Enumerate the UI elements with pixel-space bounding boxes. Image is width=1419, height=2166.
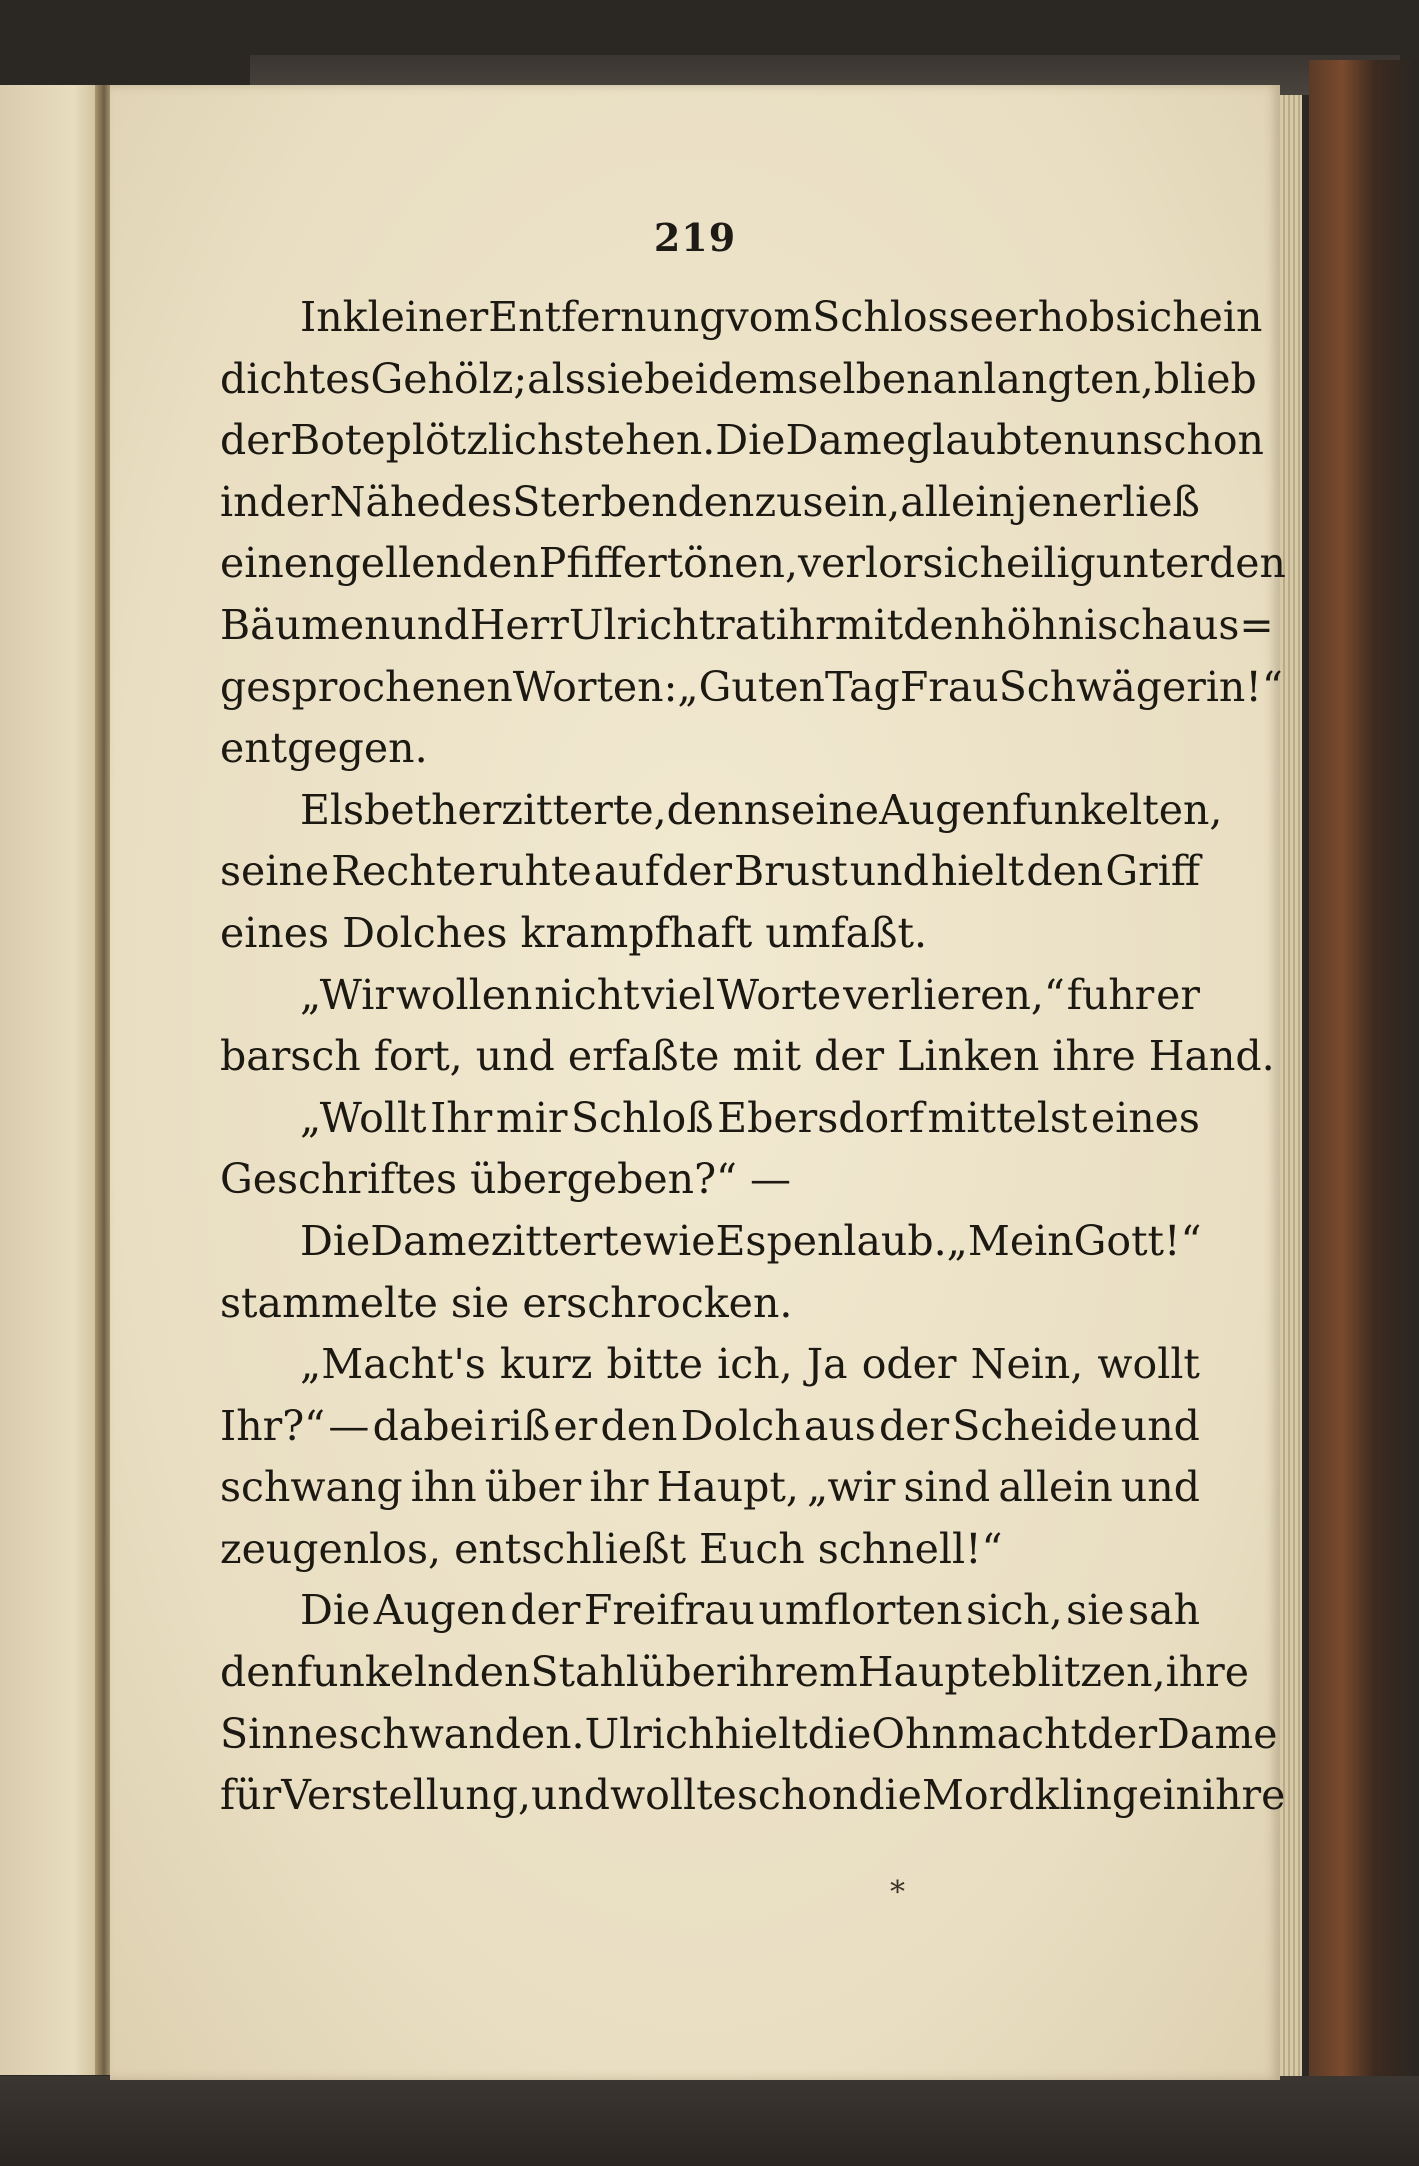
text-line: der Bote plötzlich stehen. Die Dame glaubte nun schon	[220, 416, 1264, 465]
book-page	[110, 85, 1286, 2080]
text-line: In kleiner Entfernung vom Schlosse erhob sich ein	[300, 293, 1263, 341]
text-line: Sinne schwanden. Ulrich hielt die Ohnmacht der Dame	[220, 1709, 1278, 1758]
page-text	[220, 287, 1286, 1827]
text-line: zeugenlos, entschließt Euch schnell!“	[220, 1524, 1003, 1573]
page-number: 219	[653, 215, 737, 260]
text-line: schwang ihn über ihr Haupt, „wir sind allein und	[220, 1463, 1200, 1512]
text-line: „Macht's kurz bitte ich, Ja oder Nein, wollt	[300, 1340, 1200, 1389]
text-line: in der Nähe des Sterbenden zu sein, allein jener ließ	[220, 477, 1200, 526]
text-line: barsch fort, und erfaßte mit der Linken ihre Hand.	[220, 1032, 1275, 1081]
text-line: Geschriftes übergeben?“ —	[220, 1155, 792, 1204]
text-line: „Wollt Ihr mir Schloß Ebersdorf mittelst eines	[300, 1093, 1200, 1142]
text-line: für Verstellung, und wollte schon die Mordklinge in ihre	[220, 1771, 1286, 1820]
text-line: eines Dolches krampfhaft umfaßt.	[220, 908, 928, 957]
text-line: Bäumen und Herr Ulrich trat ihr mit den höhnisch aus=	[220, 600, 1274, 649]
text-line: „Wir wollen nicht viel Worte verlieren,“ fuhr er	[300, 970, 1200, 1019]
text-line: einen gellenden Pfiff ertönen, verlor sich eilig unter den	[220, 539, 1286, 588]
text-line: seine Rechte ruhte auf der Brust und hielt den Griff	[220, 847, 1200, 896]
text-line: stammelte sie erschrocken.	[220, 1278, 793, 1327]
text-line: entgegen.	[220, 724, 428, 773]
text-line: Die Augen der Freifrau umflorten sich, sie sah	[300, 1586, 1200, 1635]
text-line: gesprochenen Worten: „Guten Tag Frau Schwägerin!“	[220, 662, 1283, 711]
cover-bottom-edge	[0, 2076, 1419, 2166]
text-line: den funkelnden Stahl über ihrem Haupte blitzen, ihre	[220, 1648, 1250, 1697]
text-line: Elsbeth erzitterte, denn seine Augen funkelten,	[300, 785, 1223, 834]
left-page-edge	[0, 85, 105, 2075]
cover-right-edge	[1309, 60, 1419, 2100]
text-line: Ihr?“ — dabei riß er den Dolch aus der Scheide und	[220, 1401, 1200, 1450]
footer-mark: *	[890, 1875, 905, 1910]
text-line: Die Dame zitterte wie Espenlaub. „Mein Gott!“	[300, 1216, 1202, 1265]
text-line: dichtes Gehölz; als sie bei demselben anlangten, blieb	[220, 354, 1257, 403]
